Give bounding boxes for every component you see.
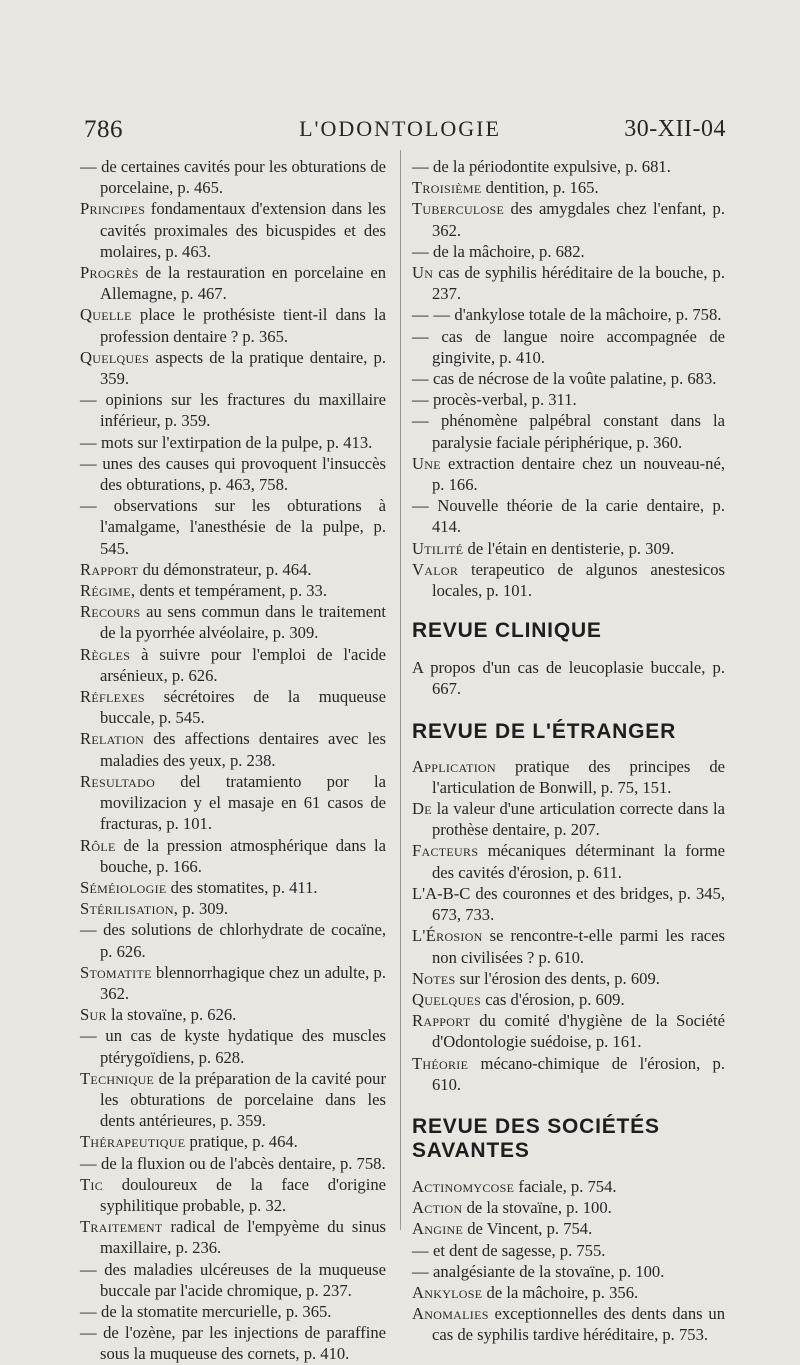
entry-text: des affections dentaires avec les maladies des yeux, p. 238. [100,729,386,770]
entry-lead-word: Stomatite [80,962,152,982]
entry-lead-word: Progrès [80,263,139,283]
right-column [412,156,725,1346]
entry-lead-word: — [80,1301,97,1321]
index-entry [80,835,386,877]
index-entry [412,495,725,537]
entry-text: del tratamiento por la movilizacion y el masaje en 61 casos de fracturas, p. 101. [100,771,386,834]
entry-text: sécrétoires de la muqueuse buccale, p. 545. [100,687,386,728]
entry-text: cas de langue noire accompagnée de gingivite, p. 410. [428,326,725,367]
index-entry [80,389,386,431]
entry-text: analgésiante de la stovaïne, p. 100. [428,1261,665,1281]
entry-text: phénomène palpébral constant dans la paralysie faciale périphérique, p. 360. [428,411,725,452]
entry-text: des amygdales chez l'enfant, p. 362. [432,199,725,240]
entry-text: procès-verbal, p. 311. [428,390,577,410]
entry-lead-word: Utilité [412,538,464,558]
index-entry [80,262,386,304]
entry-text: de la préparation de la cavité pour les obturations de porcelaine dans les dents antérieures, p. 359. [100,1068,386,1131]
index-entry [80,1131,386,1152]
entry-text: exceptionnelles des dents dans un cas de syphilis tardive héréditaire, p. 753. [432,1304,725,1345]
societes-entry-list [412,1176,725,1346]
index-entry [80,877,386,898]
index-entry [412,1261,725,1282]
entry-lead-word: — [80,920,97,940]
entry-text: A propos d'un cas de leucoplasie buccale, p. 667. [412,658,725,699]
page-number: 786 [84,116,123,143]
left-entry-list [80,156,386,1365]
entry-text: la valeur d'une articulation correcte dans la prothèse dentaire, p. 207. [431,799,725,840]
entry-lead-word: — [412,369,429,389]
entry-lead-word: — [412,1240,429,1260]
index-entry [412,1240,725,1261]
index-entry [412,304,725,325]
index-entry [412,1197,725,1218]
entry-text: du comité d'hygiène de la Société d'Odontologie suédoise, p. 161. [432,1011,725,1052]
entry-lead-word: Angine [412,1219,464,1239]
entry-text: observations sur les obturations à l'amalgame, l'anesthésie de la pulpe, p. 545. [96,496,386,558]
entry-text: L'A-B-C des couronnes et des bridges, p. 345, 673, 733. [412,883,725,925]
entry-text: de la stovaïne, p. 100. [462,1198,612,1218]
index-entry [412,756,725,798]
index-entry [412,840,725,882]
entry-lead-word: Quelques [412,989,482,1009]
index-entry [412,1176,725,1197]
index-entry [80,495,386,559]
entry-text: la stovaïne, p. 626. [106,1005,237,1025]
entry-text: douloureux de la face d'origine syphilitique probable, p. 32. [100,1174,386,1215]
entry-lead-word: Tuberculose [412,199,505,219]
index-entry [412,156,725,177]
index-entry [80,771,386,835]
entry-lead-word: Quelques [80,347,150,367]
entry-lead-word: — [80,1026,97,1046]
index-entry [80,1259,386,1301]
entry-text: de la fluxion ou de l'abcès dentaire, p. 758. [96,1153,386,1173]
entry-lead-word: Recours [80,602,141,622]
entry-text: mécaniques déterminant la forme des cavités d'érosion, p. 611. [432,841,725,882]
entry-text: mécano-chimique de l'érosion, p. 610. [432,1053,725,1094]
index-entry [80,1216,386,1258]
entry-text: de Vincent, p. 754. [463,1219,593,1239]
entry-lead-word: Ankylose [412,1282,483,1302]
entry-lead-word: — [412,241,429,261]
entry-text: de la périodontite expulsive, p. 681. [428,157,671,176]
index-entry [412,798,725,840]
entry-text: cas de nécrose de la voûte palatine, p. 683. [428,369,717,389]
entry-lead-word: Action [412,1198,463,1218]
right-entry-list [412,156,725,601]
entry-lead-word: Sur [80,1005,107,1025]
entry-text: aspects de la pratique dentaire, p. 359. [100,347,386,389]
entry-lead-word: — [80,496,97,516]
index-entry [80,1004,386,1025]
index-entry [80,686,386,728]
entry-text: place le prothésiste tient-il dans la profession dentaire ? p. 365. [100,305,386,346]
entry-lead-word: Troisième [412,178,482,198]
entry-lead-word: De [412,799,432,819]
index-entry [80,962,386,1004]
index-entry [80,432,386,453]
etranger-entry-list [412,756,725,1095]
index-entry [412,883,725,925]
index-entry [80,1174,386,1216]
entry-text: de la mâchoire, p. 356. [482,1282,639,1302]
entry-text: un cas de kyste hydatique des muscles ptérygoïdiens, p. 628. [96,1026,386,1067]
entry-text: se rencontre-t-elle parmi les races non civilisées ? p. 610. [432,926,725,967]
index-entry [412,1282,725,1303]
entry-text: sur l'érosion des dents, p. 609. [455,968,660,988]
entry-lead-word: — [80,1153,97,1173]
entry-text: pratique des principes de l'articulation de Bonwill, p. 75, 151. [432,756,725,797]
journal-title: L'ODONTOLOGIE [299,116,501,141]
entry-text: unes des causes qui provoquent l'insuccès des obturations, p. 463, 758. [96,453,386,495]
entry-lead-word: Anomalies [412,1304,489,1324]
index-entry [80,1301,386,1322]
index-entry [80,347,386,389]
index-entry [412,198,725,240]
clinique-entry-list [412,657,725,699]
entry-text: cas de syphilis héréditaire de la bouche, p. 237. [432,263,725,304]
entry-lead-word: Notes [412,968,456,988]
index-entry [412,241,725,262]
entry-text: et dent de sagesse, p. 755. [428,1240,606,1260]
index-entry [412,989,725,1010]
entry-lead-word: Rôle [80,835,116,855]
index-entry [80,898,386,919]
entry-text: dentition, p. 165. [481,178,599,198]
entry-lead-word: — [412,496,429,516]
index-entry [80,601,386,643]
entry-lead-word: Tic [80,1174,104,1194]
entry-text: des stomatites, p. 411. [166,877,318,897]
entry-lead-word: — [80,157,97,176]
index-entry [80,198,386,262]
entry-lead-word: Resultado [80,771,156,791]
index-entry [80,1322,386,1364]
index-entry [412,968,725,989]
index-entry [412,326,725,368]
index-entry [412,538,725,559]
entry-text: de la pression atmosphérique dans la bouche, p. 166. [100,835,386,876]
entry-lead-word: — [80,453,97,473]
entry-text: cas d'érosion, p. 609. [481,989,625,1009]
entry-lead-word: L'Érosion [412,926,483,946]
section-heading-societes: REVUE DES SOCIÉTÉS SAVANTES [412,1114,660,1162]
left-column [80,156,386,1365]
column-divider [400,150,401,1230]
index-entry [80,304,386,346]
index-entry [412,925,725,967]
entry-lead-word: Régime, [80,581,136,601]
index-entry [80,453,386,495]
index-entry [412,177,725,198]
entry-lead-word: Traitement [80,1217,163,1237]
entry-text: de la stomatite mercurielle, p. 365. [96,1301,332,1321]
entry-lead-word: — [80,432,97,452]
entry-lead-word: — [412,390,429,410]
entry-lead-word: Application [412,756,496,776]
entry-text: au sens commun dans le traitement de la pyorrhée alvéolaire, p. 309. [100,602,386,643]
index-entry [80,1025,386,1067]
entry-lead-word: Thérapeutique [80,1132,186,1152]
entry-lead-word: — [412,157,429,176]
entry-text: fondamentaux d'extension dans les cavités proximales des bicuspides et des molaires, p. 463. [100,199,386,261]
index-entry [412,453,725,495]
entry-lead-word: — [412,326,429,346]
index-entry [80,580,386,601]
entry-lead-word: Rapport [80,559,139,579]
index-entry [80,1068,386,1132]
entry-lead-word: — [412,1261,429,1281]
index-entry [80,1153,386,1174]
entry-lead-word: Réflexes [80,687,145,707]
entry-lead-word: Un [412,263,434,283]
entry-text: des maladies ulcéreuses de la muqueuse buccale par l'acide chromique, p. 237. [96,1259,386,1300]
entry-lead-word: Théorie [412,1053,469,1073]
entry-text: de l'étain en dentisterie, p. 309. [463,538,675,558]
entry-text: du démonstrateur, p. 464. [138,559,312,579]
entry-text: des solutions de chlorhydrate de cocaïne, p. 626. [96,920,386,961]
index-entry [80,644,386,686]
entry-lead-word: Rapport [412,1011,471,1031]
index-entry [412,1010,725,1052]
entry-lead-word: Facteurs [412,841,479,861]
entry-lead-word: — [80,1259,97,1279]
index-entry [412,262,725,304]
index-entry [80,728,386,770]
index-entry [412,657,725,699]
entry-lead-word: Séméiologie [80,877,167,897]
issue-date: 30-XII-04 [624,116,726,142]
entry-lead-word: Relation [80,729,145,749]
entry-text: de certaines cavités pour les obturations de porcelaine, p. 465. [96,157,386,198]
section-heading-clinique: REVUE CLINIQUE [412,619,602,643]
entry-text: radical de l'empyème du sinus maxillaire, p. 236. [100,1217,386,1258]
entry-lead-word: Quelle [80,305,132,325]
entry-text: opinions sur les fractures du maxillaire inférieur, p. 359. [96,390,386,431]
entry-lead-word: Valor [412,559,459,579]
entry-text: mots sur l'extirpation de la pulpe, p. 413. [96,432,373,452]
index-entry [412,559,725,601]
index-entry [80,156,386,198]
entry-text: d'ankylose totale de la mâchoire, p. 758. [450,305,722,325]
entry-lead-word: Règles [80,644,131,664]
entry-text: terapeutico de algunos anestesicos locales, p. 101. [432,559,725,601]
entry-text: dents et tempérament, p. 33. [135,581,328,601]
index-entry [412,410,725,452]
entry-text: p. 309. [178,899,229,919]
index-entry [80,919,386,961]
entry-text: à suivre pour l'emploi de l'acide arsénieux, p. 626. [100,644,386,685]
entry-lead-word: — [80,390,97,410]
index-entry [412,368,725,389]
entry-lead-word: — [412,411,429,431]
entry-lead-word: — — [412,305,451,325]
entry-lead-word: Une [412,453,441,473]
index-entry [412,389,725,410]
index-entry [80,559,386,580]
entry-text: pratique, p. 464. [185,1132,298,1152]
index-entry [412,1303,725,1345]
section-heading-etranger: REVUE DE L'ÉTRANGER [412,719,677,743]
entry-lead-word: Technique [80,1068,155,1088]
entry-text: de l'ozène, par les injections de paraffine sous la muqueuse des cornets, p. 410. [96,1323,386,1364]
index-entry [412,1218,725,1239]
entry-text: de la mâchoire, p. 682. [428,241,585,261]
entry-lead-word: Principes [80,199,146,219]
index-entry [412,1053,725,1095]
entry-text: de la restauration en porcelaine en Allemagne, p. 467. [100,263,386,304]
entry-text: faciale, p. 754. [514,1176,617,1196]
entry-lead-word: — [80,1323,97,1343]
entry-text: extraction dentaire chez un nouveau-né, p. 166. [432,453,725,495]
entry-text: blennorrhagique chez un adulte, p. 362. [100,962,386,1003]
entry-text: Nouvelle théorie de la carie dentaire, p. 414. [428,496,725,537]
entry-lead-word: Stérilisation, [80,899,179,919]
entry-lead-word: Actinomycose [412,1176,515,1196]
